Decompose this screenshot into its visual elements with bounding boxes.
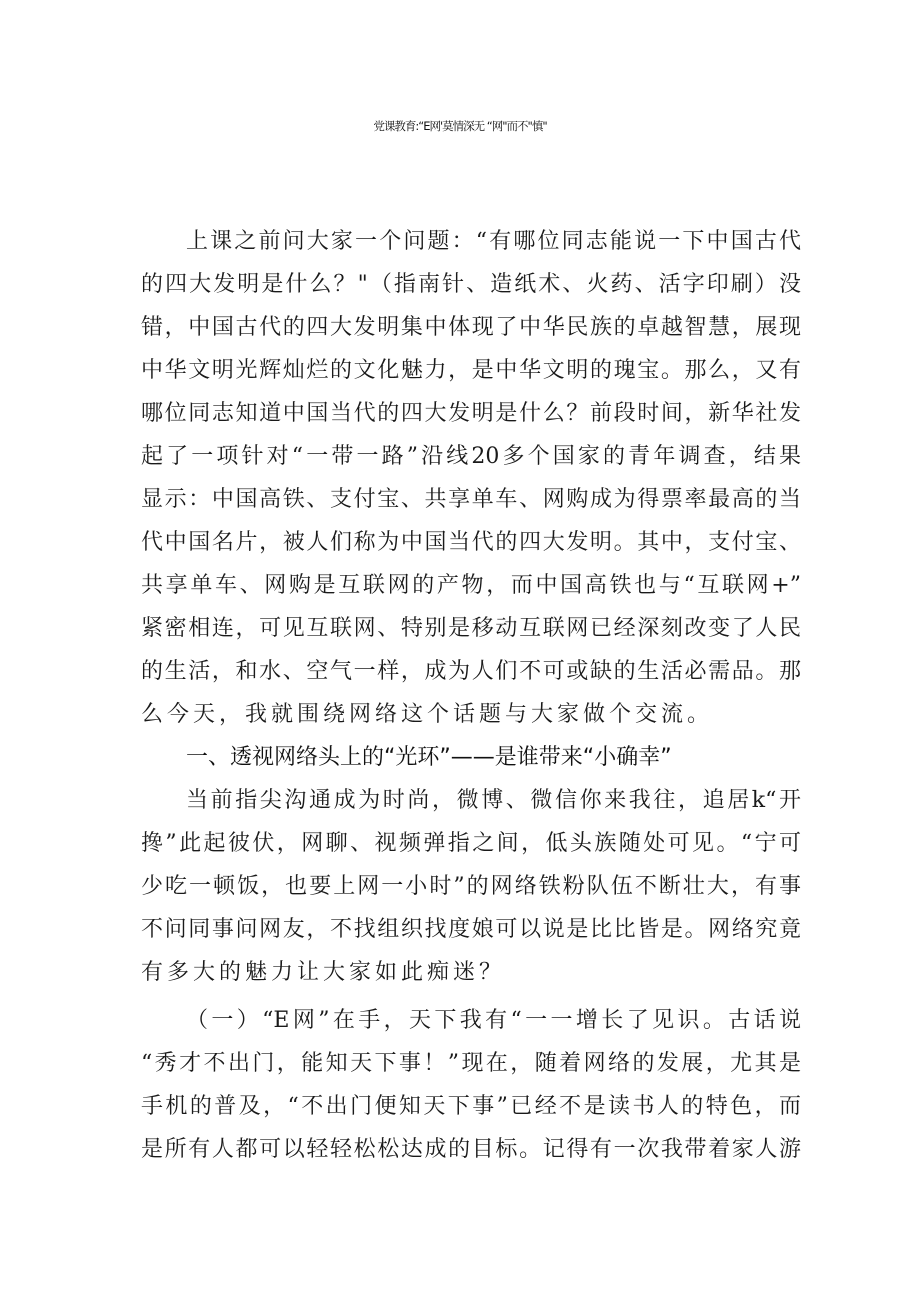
section-heading: 一、透视网络头上的“光环”——是谁带来“小确幸”: [186, 745, 672, 770]
intro-line-11: 的生活，和水、空气一样，成为人们不可或缺的生活必需品。那: [141, 659, 801, 684]
subsection1-line-3: 手机的普及，“不出门便知天下事”已经不是读书人的特色，而: [141, 1094, 801, 1119]
section1-line-3: 少吃一顿饭，也要上网一小时”的网络铁粉队伍不断壮大，有事: [141, 874, 801, 899]
document-title: 党课教育:“E网'莫情深无 “网"而不"慎": [373, 119, 547, 133]
subsection1-line-2: “秀才不出门，能知天下事！”现在，随着网络的发展，尤其是: [141, 1051, 801, 1076]
section1-line-2: 搀”此起彼伏，网聊、视频弹指之间，低头族随处可见。“宁可: [141, 831, 801, 856]
intro-line-3: 错，中国古代的四大发明集中体现了中华民族的卓越智慧，展现: [141, 315, 801, 340]
intro-line-7: 显示：中国高铁、支付宝、共享单车、网购成为得票率最高的当: [141, 487, 801, 512]
intro-line-4: 中华文明光辉灿烂的文化魅力，是中华文明的瑰宝。那么，又有: [141, 358, 801, 383]
subsection1-line-4: 是所有人都可以轻轻松松达成的目标。记得有一次我带着家人游: [141, 1137, 801, 1162]
section1-line-4: 不问同事问网友，不找组织找度娘可以说是比比皆是。网络究竟: [141, 917, 801, 942]
intro-line-10: 紧密相连，可见互联网、特别是移动互联网已经深刻改变了人民: [141, 616, 801, 641]
intro-line-6: 起了一项针对“一带一路”沿线20多个国家的青年调查，结果: [141, 444, 801, 469]
section1-line-5: 有多大的魅力让大家如此痴迷？: [141, 960, 506, 985]
intro-line-2: 的四大发明是什么？"（指南针、造纸术、火药、活字印刷）没: [141, 272, 801, 297]
intro-line-8: 代中国名片，被人们称为中国当代的四大发明。其中，支付宝、: [141, 530, 801, 555]
intro-line-5: 哪位同志知道中国当代的四大发明是什么？前段时间，新华社发: [141, 401, 801, 426]
intro-line-12: 么今天，我就围绕网络这个话题与大家做个交流。: [141, 702, 714, 727]
section1-line-1: 当前指尖沟通成为时尚，微博、微信你来我往，追居k“开: [186, 788, 801, 813]
subsection1-line-1: （一）“E网”在手，天下我有“一一增长了见识。古话说: [186, 1008, 801, 1033]
intro-line-9: 共享单车、网购是互联网的产物，而中国高铁也与“互联网+”: [141, 573, 801, 598]
intro-line-1: 上课之前问大家一个问题：“有哪位同志能说一下中国古代: [186, 229, 801, 254]
